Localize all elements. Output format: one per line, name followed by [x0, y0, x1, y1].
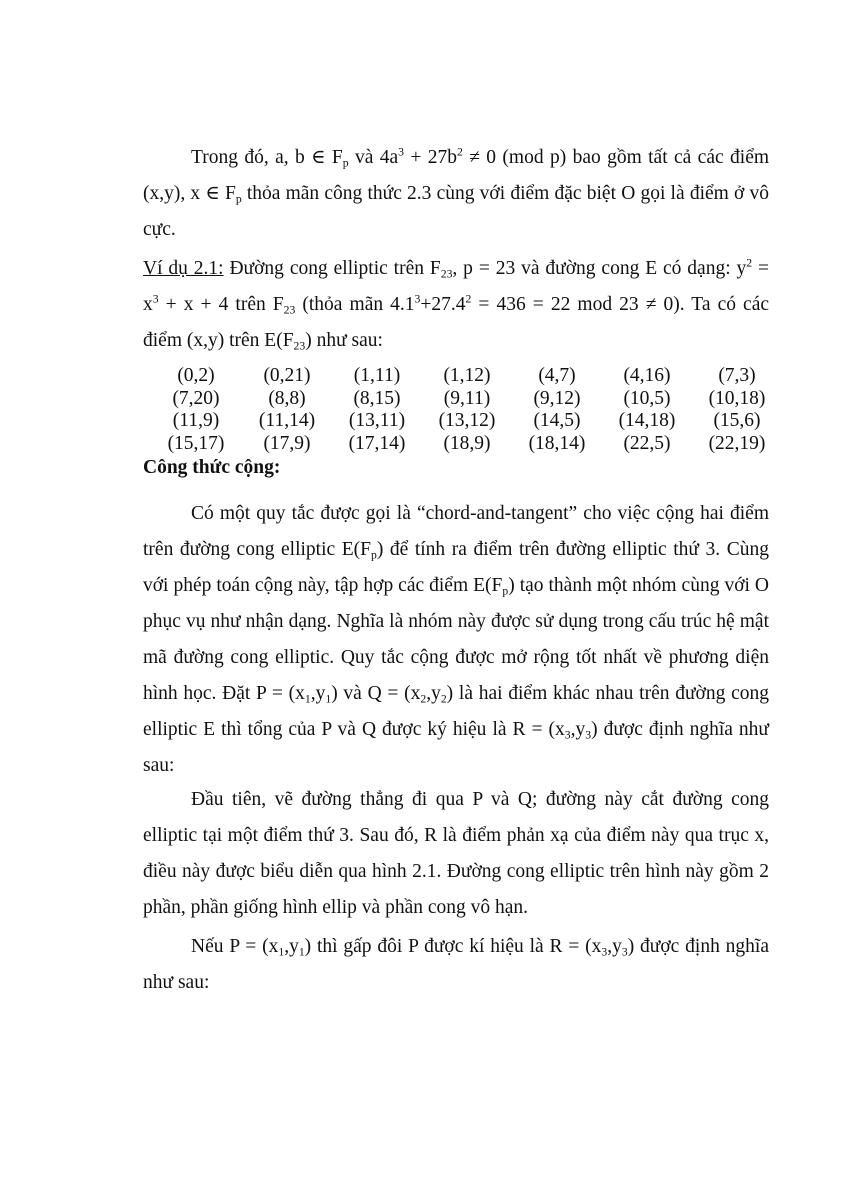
points-row: [150, 388, 782, 411]
point-cell: (14,5): [533, 410, 581, 431]
point-cell: (11,14): [258, 410, 316, 431]
text: ,y: [570, 719, 586, 740]
text: Nếu P = (x: [191, 936, 279, 957]
text: (thỏa mãn 4.1: [295, 294, 415, 315]
superscript: 3: [414, 292, 421, 306]
text: ) thì gấp đôi P được kí hiệu là R = (x: [304, 936, 602, 957]
point-cell: (4,16): [623, 365, 671, 386]
text: và 4a: [348, 147, 399, 168]
subscript: 1: [278, 945, 285, 959]
text: thỏa mãn công thức 2.3 cùng với điểm đặc biệt O gọi là điểm ở vô cực.: [143, 183, 769, 240]
paragraph-doubling: [143, 929, 769, 1001]
point-cell: (22,5): [623, 432, 671, 454]
point-cell: (13,11): [348, 410, 406, 431]
text: ) và Q = (x: [331, 683, 421, 704]
point-cell: (9,11): [443, 387, 491, 409]
point-cell: (8,15): [353, 387, 401, 409]
text: ) để tính ra điểm trên đường elliptic thứ 3. Cùng với phép toán cộng này, tập hợp các điểm E(F: [143, 539, 769, 596]
text: ,y: [284, 936, 299, 957]
point-cell: (8,8): [268, 387, 306, 409]
subscript: 2: [420, 692, 427, 706]
text: , p = 23 và đường cong E có dạng: y: [452, 258, 747, 279]
superscript: 2: [465, 292, 472, 306]
subscript: 23: [283, 303, 296, 317]
text: ,y: [607, 936, 622, 957]
subscript: p: [342, 156, 349, 170]
subscript: 23: [440, 267, 453, 281]
points-table: [150, 365, 782, 455]
text: + 27b: [404, 147, 458, 168]
text: ) được định nghĩa như sau:: [143, 936, 769, 993]
text: ) như sau:: [305, 330, 383, 351]
text: = x: [143, 258, 769, 315]
text: ) được định nghĩa như sau:: [143, 719, 769, 776]
point-cell: (17,9): [263, 432, 311, 454]
subscript: 1: [325, 692, 332, 706]
text: ) tạo thành một nhóm cùng với O phục vụ như nhận dạng. Nghĩa là nhóm này được sử dụng trong cấu trúc hệ mật mã đường cong elliptic. Quy tắc cộng được mở rộng tốt nhất về phương diện hình học. Đặt P = (x: [143, 575, 770, 704]
paragraph-geometry: Đầu tiên, vẽ đường thẳng đi qua P và Q; đường này cắt đường cong elliptic tại một điểm thứ 3. Sau đó, R là điểm phản xạ của điểm này qua trục x, điều này được biểu diễn qua hình 2.1. Đường cong elliptic trên hình này gồm 2 phần, phần giống hình ellip và phần cong vô hạn.: [143, 789, 769, 918]
point-cell: (14,18): [618, 410, 676, 431]
points-row: [150, 410, 782, 433]
point-cell: (9,12): [533, 387, 581, 409]
paragraph-addition-rule: [143, 496, 769, 784]
subscript: p: [235, 192, 242, 206]
subscript: p: [370, 548, 377, 562]
point-cell: (7,3): [718, 365, 756, 386]
subscript: p: [502, 584, 509, 598]
points-row: [150, 433, 782, 456]
subscript: 3: [564, 728, 571, 742]
point-cell: (15,6): [713, 410, 761, 431]
superscript: 3: [152, 292, 159, 306]
subscript: 2: [440, 692, 447, 706]
point-cell: (10,5): [623, 387, 671, 409]
point-cell: (15,17): [167, 432, 225, 454]
point-cell: (10,18): [708, 387, 766, 409]
text: Đường cong elliptic trên F: [223, 258, 441, 279]
text: = 436 = 22 mod 23 ≠ 0). Ta có các điểm (x,y) trên E(F: [143, 294, 770, 351]
section-heading: Công thức cộng:: [143, 457, 281, 478]
text: ) là hai điểm khác nhau trên đường cong elliptic E thì tổng của P và Q được ký hiệu là R = (x: [143, 683, 769, 740]
point-cell: (18,9): [443, 432, 491, 454]
superscript: 2: [746, 256, 753, 270]
superscript: 2: [457, 145, 463, 159]
subscript: 23: [293, 339, 306, 353]
point-cell: (4,7): [538, 365, 576, 386]
paragraph-definition: [143, 140, 769, 248]
point-cell: (1,12): [443, 365, 491, 386]
text: Trong đó, a, b ∈ F: [191, 147, 343, 168]
subscript: 3: [621, 945, 628, 959]
point-cell: (0,21): [263, 365, 311, 386]
points-row: [150, 365, 782, 388]
text: ,y: [426, 683, 441, 704]
text: Có một quy tắc được gọi là “chord-and-tangent” cho việc cộng hai điểm trên đường cong elliptic E(F: [143, 503, 769, 560]
text: +27.4: [420, 294, 466, 315]
point-cell: (0,2): [177, 365, 215, 386]
point-cell: (7,20): [172, 387, 220, 409]
subscript: 3: [601, 945, 608, 959]
point-cell: (11,9): [172, 410, 220, 431]
paragraph-example: [143, 251, 769, 359]
point-cell: (1,11): [353, 365, 401, 386]
subscript: 1: [304, 692, 311, 706]
subscript: 3: [585, 728, 592, 742]
superscript: 3: [398, 145, 405, 159]
example-label: Ví dụ 2.1:: [143, 258, 224, 279]
text: ,y: [310, 683, 326, 704]
point-cell: (22,19): [708, 432, 766, 454]
point-cell: (18,14): [528, 432, 586, 454]
text: + x + 4 trên F: [158, 294, 284, 315]
subscript: 1: [298, 945, 305, 959]
point-cell: (13,12): [438, 410, 496, 431]
point-cell: (17,14): [348, 432, 406, 454]
text: ≠ 0 (mod p) bao gồm tất cả các điểm (x,y), x ∈ F: [143, 147, 770, 204]
